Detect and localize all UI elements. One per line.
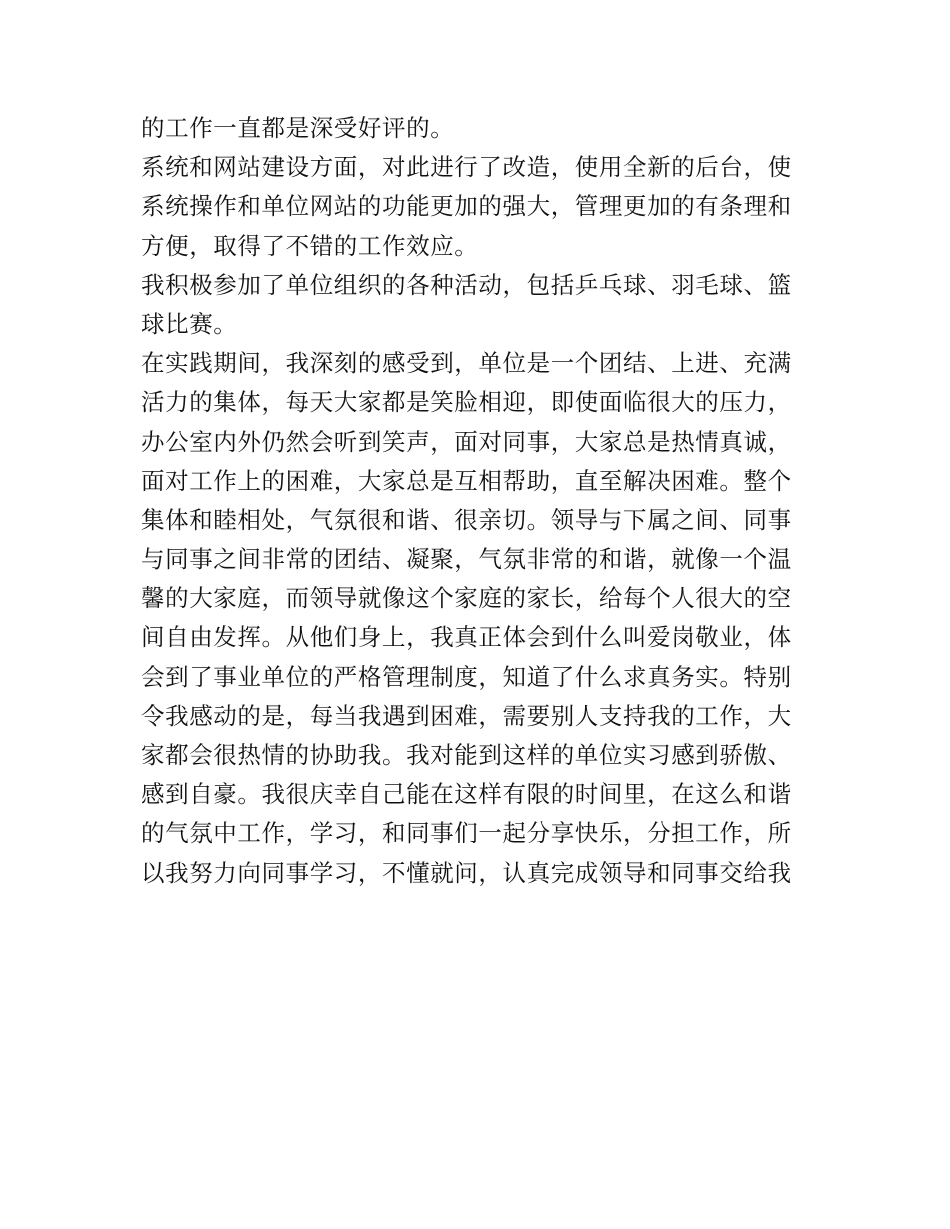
text-line: 馨的大家庭，而领导就像这个家庭的家长，给每个人很大的空 — [141, 584, 792, 613]
text-line: 集体和睦相处，气氛很和谐、很亲切。领导与下属之间、同事 — [141, 505, 792, 534]
text-line: 面对工作上的困难，大家总是互相帮助，直至解决困难。整个 — [141, 466, 792, 495]
text-line: 活力的集体，每天大家都是笑脸相迎，即使面临很大的压力， — [141, 388, 792, 417]
text-line: 我积极参加了单位组织的各种活动，包括乒乓球、羽毛球、篮 — [141, 270, 792, 299]
text-line: 令我感动的是，每当我遇到困难，需要别人支持我的工作，大 — [141, 701, 792, 730]
text-line: 系统和网站建设方面，对此进行了改造，使用全新的后台，使 — [141, 153, 792, 182]
text-line: 感到自豪。我很庆幸自己能在这样有限的时间里，在这么和谐 — [141, 780, 792, 809]
text-line: 球比赛。 — [141, 309, 238, 338]
text-line: 的工作一直都是深受好评的。 — [141, 114, 455, 142]
text-line: 的气氛中工作，学习，和同事们一起分享快乐，分担工作，所 — [141, 819, 792, 848]
text-line: 系统操作和单位网站的功能更加的强大，管理更加的有条理和 — [141, 192, 792, 221]
text-line: 方便，取得了不错的工作效应。 — [141, 231, 479, 260]
text-line: 间自由发挥。从他们身上，我真正体会到什么叫爱岗敬业，体 — [141, 623, 792, 652]
text-line: 办公室内外仍然会听到笑声，面对同事，大家总是热情真诚， — [141, 427, 792, 456]
text-line: 以我努力向同事学习，不懂就问，认真完成领导和同事交给我 — [141, 858, 792, 887]
text-line: 在实践期间，我深刻的感受到，单位是一个团结、上进、充满 — [141, 349, 792, 378]
text-line: 与同事之间非常的团结、凝聚，气氛非常的和谐，就像一个温 — [141, 545, 792, 574]
text-line: 家都会很热情的协助我。我对能到这样的单位实习感到骄傲、 — [141, 741, 792, 769]
text-line: 会到了事业单位的严格管理制度，知道了什么求真务实。特别 — [141, 662, 792, 691]
body-text — [141, 109, 821, 893]
